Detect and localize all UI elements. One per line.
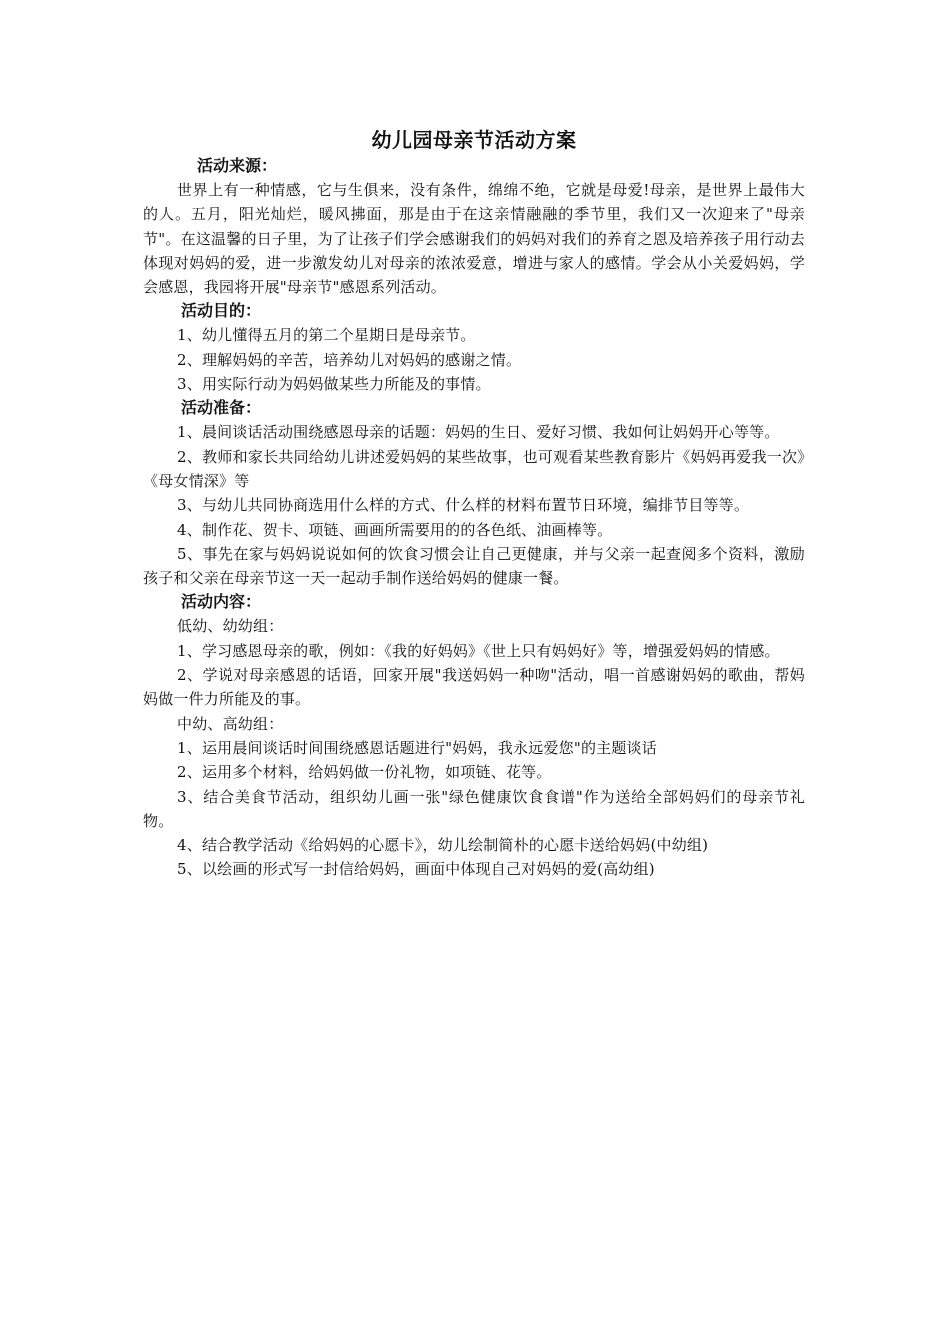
list-item: 1、运用晨间谈话时间围绕感恩话题进行"妈妈，我永远爱您"的主题谈话 (177, 738, 657, 757)
section-purpose (143, 299, 805, 396)
list-item: 3、用实际行动为妈妈做某些力所能及的事情。 (177, 375, 491, 394)
list-item: 2、理解妈妈的辛苦，培养幼儿对妈妈的感谢之情。 (177, 350, 522, 369)
list-item: 3、与幼儿共同协商选用什么样的方式、什么样的材料布置节日环境，编排节目等等。 (177, 496, 750, 515)
list-item: 4、结合教学活动《给妈妈的心愿卡》，幼儿绘制简朴的心愿卡送给妈妈(中幼组) (177, 836, 709, 855)
list-item: 4、制作花、贺卡、项链、画画所需要用的的各色纸、油画棒等。 (177, 520, 613, 539)
section-heading: 活动目的： (181, 301, 262, 321)
section-content (143, 590, 805, 881)
section-heading: 活动准备： (181, 398, 262, 418)
list-item: 3、结合美食节活动，组织幼儿画一张"绿色健康饮食食谱"作为送给全部妈妈们的母亲节礼物。 (143, 787, 805, 830)
list-item: 1、幼儿懂得五月的第二个星期日是母亲节。 (177, 326, 476, 345)
section-heading: 活动内容： (181, 592, 262, 612)
document-page (143, 126, 805, 882)
document-title: 幼儿园母亲节活动方案 (371, 128, 577, 152)
list-item: 5、事先在家与妈妈说说如何的饮食习惯会让自己更健康，并与父亲一起查阅多个资料，激励孩子和父亲在母亲节这一天一起动手制作送给妈妈的健康一餐。 (143, 544, 805, 588)
list-item: 2、学说对母亲感恩的话语，回家开展"我送妈妈一种吻"活动，唱一首感谢妈妈的歌曲，帮妈妈做一件力所能及的事。 (143, 666, 805, 709)
group-label: 低幼、幼幼组： (177, 617, 284, 636)
list-item: 2、教师和家长共同给幼儿讲述爱妈妈的某些故事，也可观看某些教育影片《妈妈再爱我一次》《母女情深》等 (143, 447, 805, 490)
list-item: 1、学习感恩母亲的歌，例如：《我的好妈妈》《世上只有妈妈好》等，增强爱妈妈的情感。 (177, 641, 780, 660)
section-preparation (143, 396, 805, 590)
section-heading: 活动来源： (197, 156, 278, 175)
group-label: 中幼、高幼组： (177, 714, 284, 733)
list-item: 2、运用多个材料，给妈妈做一份礼物，如项链、花等。 (177, 763, 552, 782)
paragraph: 世界上有一种情感，它与生俱来，没有条件，绵绵不绝，它就是母爱!母亲，是世界上最伟大的人。五月，阳光灿烂，暖风拂面，那是由于在这亲情融融的季节里，我们又一次迎来了"母亲节"。在这温馨的日子里，为了让孩子们学会感谢我们的妈妈对我们的养育之恩及培养孩子用行动去体现对妈妈的爱，进一步激发幼儿对母亲的浓浓爱意，增进与家人的感情。学会从小关爱妈妈，学会感恩，我园将开展"母亲节"感恩系列活动。 (143, 181, 805, 297)
list-item: 1、晨间谈话活动围绕感恩母亲的话题：妈妈的生日、爱好习惯、我如何让妈妈开心等等。 (177, 423, 780, 442)
section-source (143, 154, 805, 299)
list-item: 5、以绘画的形式写一封信给妈妈，画面中体现自己对妈妈的爱(高幼组) (177, 860, 655, 879)
